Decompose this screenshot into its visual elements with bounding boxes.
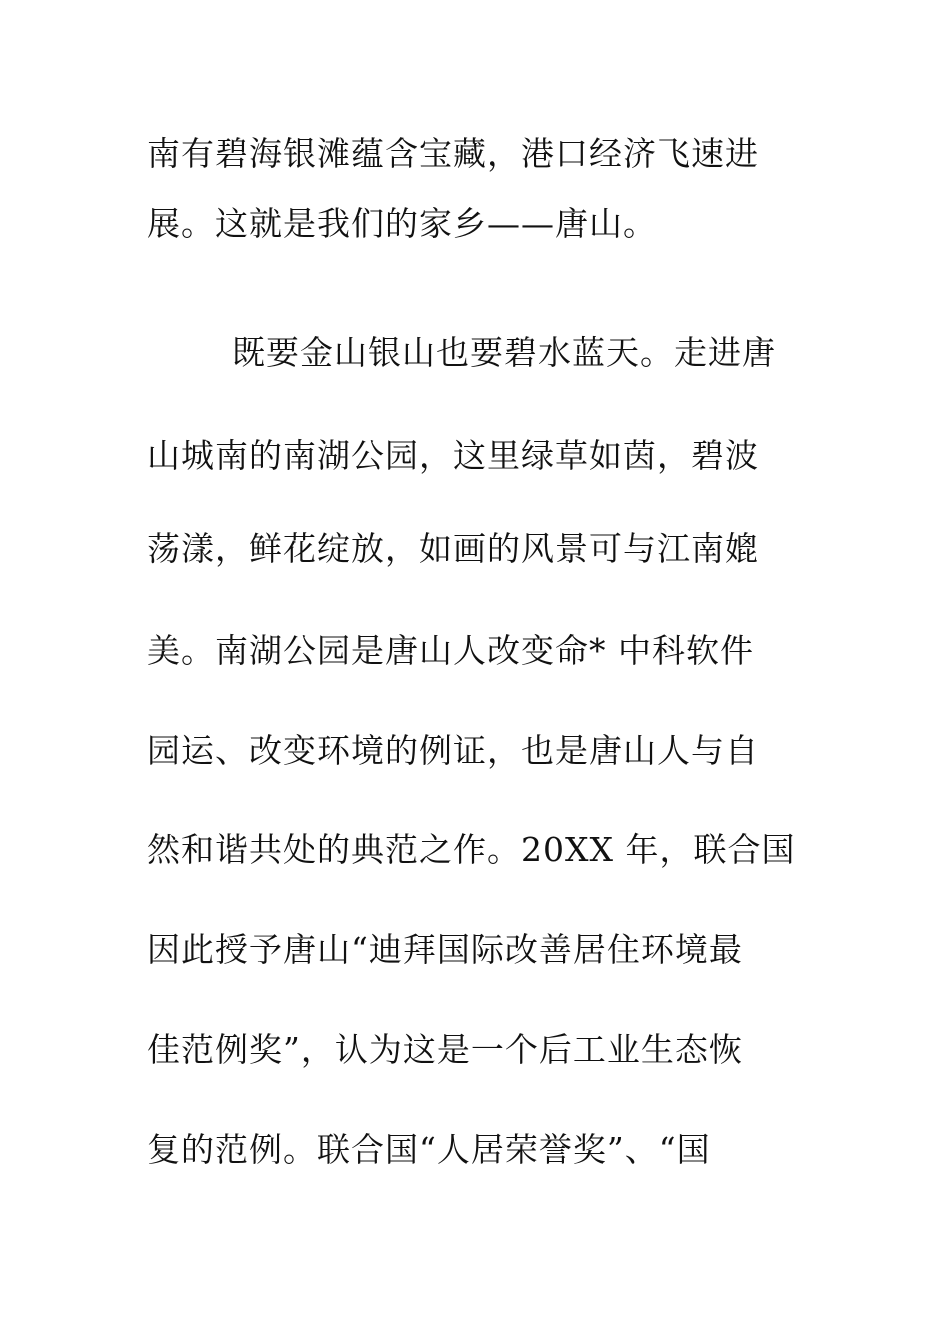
paragraph-start-line: 既要金山银山也要碧水蓝天。走进唐 <box>232 333 776 372</box>
text-line-11: 复的范例。联合国“人居荣誉奖”、“国 <box>147 1130 711 1169</box>
text-line-10: 佳范例奖”，认为这是一个后工业生态恢 <box>147 1030 743 1069</box>
text-line-6: 美。南湖公园是唐山人改变命* 中科软件 <box>147 631 754 670</box>
text-line-2: 展。这就是我们的家乡——唐山。 <box>147 204 657 243</box>
text-line-9: 因此授予唐山“迪拜国际改善居住环境最 <box>147 930 743 969</box>
text-line-4: 山城南的南湖公园，这里绿草如茵，碧波 <box>147 436 759 475</box>
text-line-8: 然和谐共处的典范之作。20XX 年，联合国 <box>147 830 796 869</box>
text-line-5: 荡漾，鲜花绽放，如画的风景可与江南媲 <box>147 529 759 568</box>
text-line-1: 南有碧海银滩蕴含宝藏，港口经济飞速进 <box>147 134 759 173</box>
text-line-7: 园运、改变环境的例证，也是唐山人与自 <box>147 731 759 770</box>
